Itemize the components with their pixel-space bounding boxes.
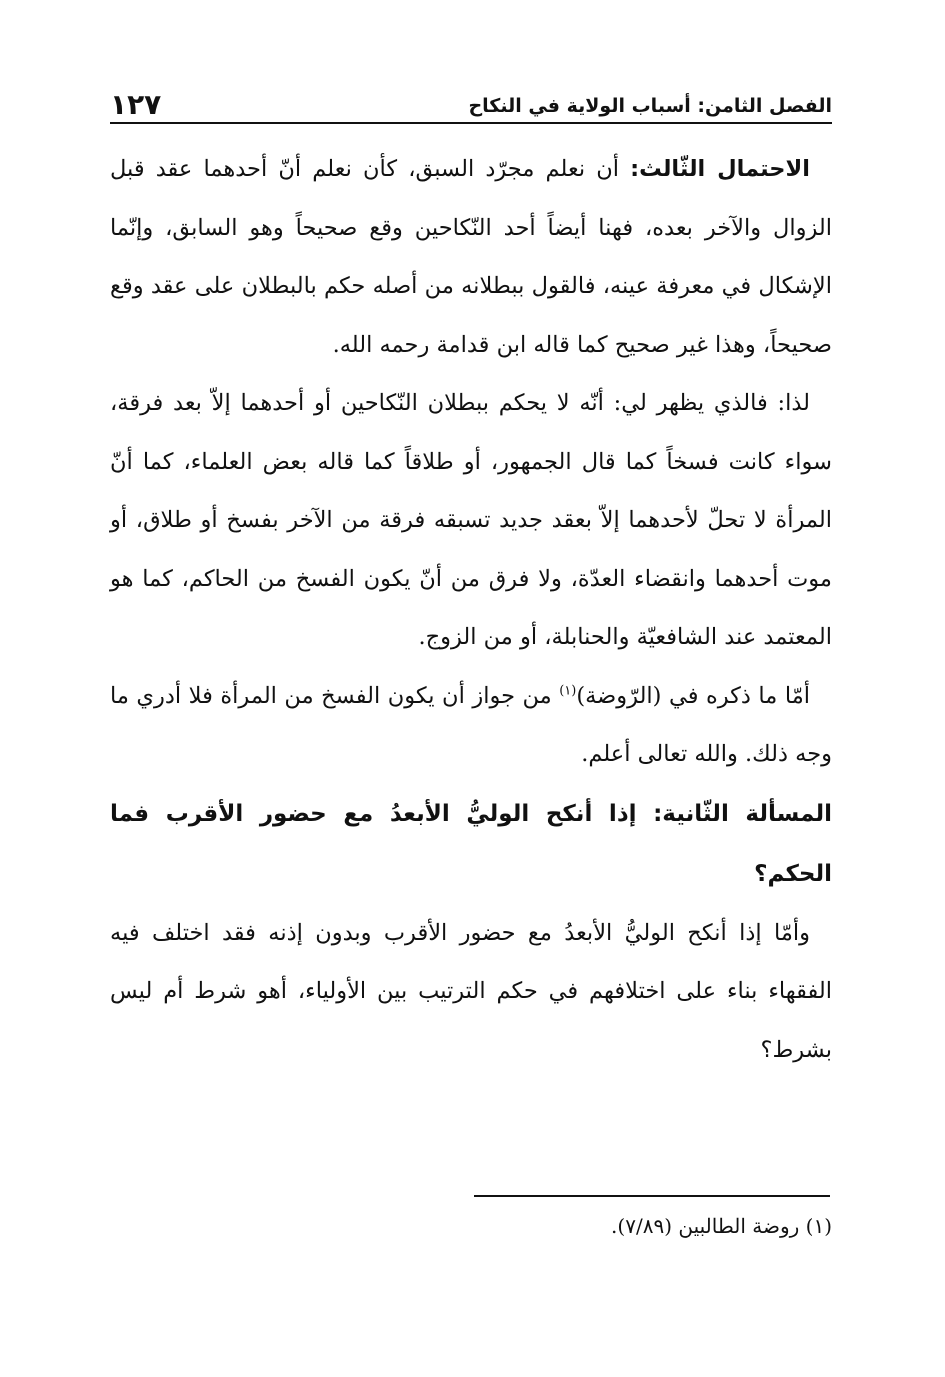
paragraph-text: وأمّا إذا أنكح الوليُّ الأبعدُ مع حضور الأقرب وبدون إذنه فقد اختلف فيه الفقهاء بناء على اختلافهم في حكم الترتيب بين الأولياء، أهو شرط أم ليس بشرط؟	[110, 919, 832, 1063]
paragraph-third-possibility	[110, 140, 832, 374]
running-header	[110, 84, 832, 124]
chapter-title: الفصل الثامن: أسباب الولاية في النكاح	[468, 95, 832, 117]
paragraph-second-issue	[110, 904, 832, 1080]
paragraph-rawda	[110, 667, 832, 784]
paragraph-lead: الاحتمال الثّالث:	[630, 156, 810, 182]
footnote: (١) روضة الطالبين (٧/٨٩).	[611, 1214, 832, 1238]
paragraph-opinion	[110, 374, 832, 667]
footnote-reference: (١)	[559, 683, 577, 698]
paragraph-text: أمّا ما ذكره في (الرّوضة)	[576, 682, 810, 709]
paragraph-text: لذا: فالذي يظهر لي: أنّه لا يحكم ببطلان النّكاحين أو أحدهما إلاّ بعد فرقة، سواء كانت فسخاً كما قال الجمهور، أو طلاقاً كما قاله بعض العلماء، كما أنّ المرأة لا تحلّ لأحدهما إلاّ بعقد جديد تسبقه فرقة من الآخر بفسخ أو طلاق، أو موت أحدهما وانقضاء العدّة، ولا فرق من أنّ يكون الفسخ من الحاكم، كما هو المعتمد عند الشافعيّة والحنابلة، أو من الزوج.	[110, 390, 832, 650]
footnote-divider	[474, 1195, 830, 1197]
paragraph-text: من جواز أن يكون الفسخ من المرأة فلا أدري ما وجه ذلك. والله تعالى أعلم.	[110, 682, 832, 767]
body-text	[110, 140, 832, 1079]
paragraph-text: أن نعلم مجرّد السبق، كأن نعلم أنّ أحدهما عقد قبل الزوال والآخر بعده، فهنا أيضاً أحد النّكاحين وقع صحيحاً وهو السابق، وإنّما الإشكال في معرفة عينه، فالقول ببطلانه من أصله حكم بالبطلان على عقد وقع صحيحاً، وهذا غير صحيح كما قاله ابن قدامة رحمه الله.	[110, 156, 832, 358]
page-number: ١٢٧	[110, 88, 162, 121]
page-content	[110, 84, 832, 1079]
section-heading: المسألة الثّانية: إذا أنكح الوليُّ الأبعدُ مع حضور الأقرب فما الحكم؟	[110, 800, 832, 887]
